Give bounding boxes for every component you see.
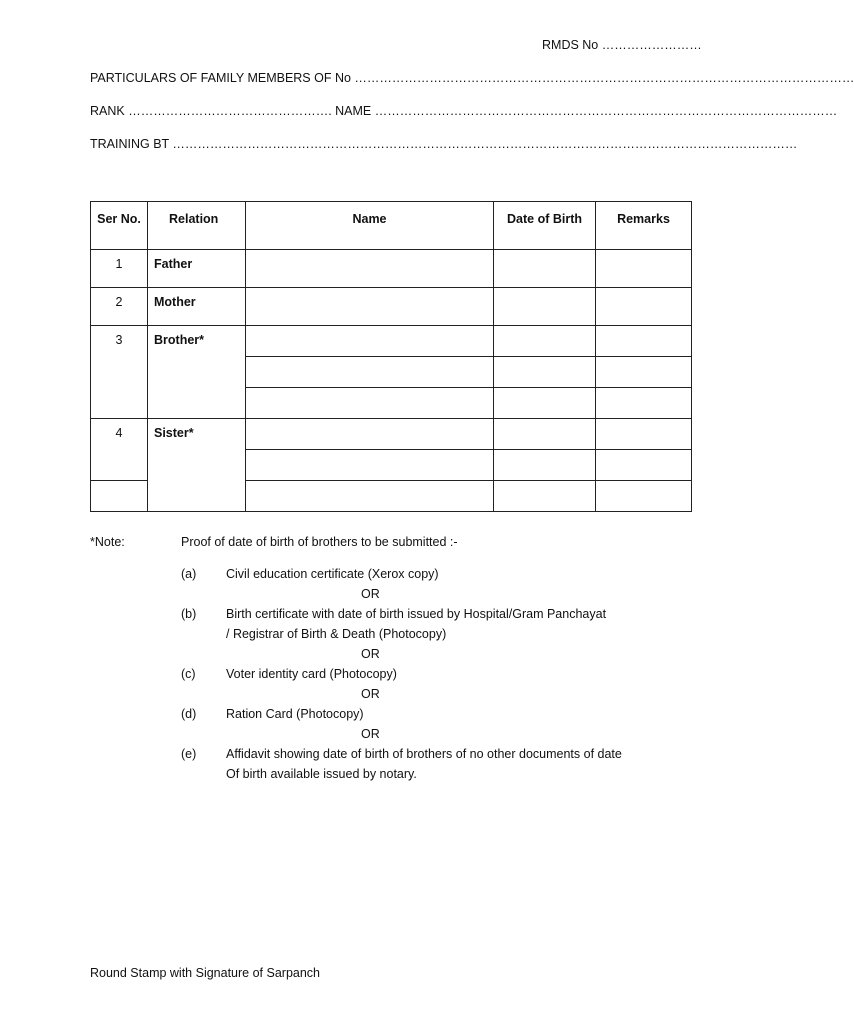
or-separator: OR <box>361 727 380 741</box>
remarks-cell[interactable] <box>596 288 692 326</box>
name-cell[interactable] <box>246 357 494 388</box>
header-remarks: Remarks <box>596 202 692 250</box>
name-cell[interactable] <box>246 326 494 357</box>
item-text: Birth certificate with date of birth issued by Hospital/Gram Panchayat <box>226 607 607 621</box>
dob-cell[interactable] <box>494 481 596 512</box>
particulars-line: PARTICULARS OF FAMILY MEMBERS OF No ………………………………………………………………………………………………………… <box>90 71 854 85</box>
name-cell[interactable] <box>246 388 494 419</box>
name-cell[interactable] <box>246 288 494 326</box>
item-letter: (d) <box>181 707 197 721</box>
header-ser-no: Ser No. <box>91 202 148 250</box>
ser-cell: 4 <box>91 419 148 481</box>
item-text: Ration Card (Photocopy) <box>226 707 364 721</box>
table-header-row <box>91 202 692 250</box>
header-relation: Relation <box>148 202 246 250</box>
remarks-cell[interactable] <box>596 450 692 481</box>
item-letter: (e) <box>181 747 197 761</box>
item-letter: (c) <box>181 667 196 681</box>
item-text: Voter identity card (Photocopy) <box>226 667 397 681</box>
remarks-cell[interactable] <box>596 326 692 357</box>
ser-cell-empty <box>91 481 148 512</box>
name-cell[interactable] <box>246 419 494 450</box>
or-separator: OR <box>361 687 380 701</box>
table-row <box>91 419 692 450</box>
signature-footer: Round Stamp with Signature of Sarpanch <box>90 966 320 980</box>
family-members-table <box>90 201 692 512</box>
table-row <box>91 288 692 326</box>
relation-cell: Father <box>148 250 246 288</box>
table-row <box>91 250 692 288</box>
remarks-cell[interactable] <box>596 481 692 512</box>
item-text-continued: / Registrar of Birth & Death (Photocopy) <box>226 627 447 641</box>
name-cell[interactable] <box>246 481 494 512</box>
dob-cell[interactable] <box>494 388 596 419</box>
training-line: TRAINING BT …………………………………………………………………………………………………………………………………… <box>90 137 798 151</box>
header-date-of-birth: Date of Birth <box>494 202 596 250</box>
name-cell[interactable] <box>246 450 494 481</box>
item-text: Civil education certificate (Xerox copy) <box>226 567 439 581</box>
note-label: *Note: <box>90 535 125 549</box>
header-name: Name <box>246 202 494 250</box>
ser-cell: 1 <box>91 250 148 288</box>
ser-cell: 2 <box>91 288 148 326</box>
dob-cell[interactable] <box>494 288 596 326</box>
dob-cell[interactable] <box>494 250 596 288</box>
remarks-cell[interactable] <box>596 357 692 388</box>
rmds-number-line: RMDS No …………………… <box>542 38 702 52</box>
item-text: Affidavit showing date of birth of brothers of no other documents of date <box>226 747 622 761</box>
dob-cell[interactable] <box>494 326 596 357</box>
remarks-cell[interactable] <box>596 388 692 419</box>
name-cell[interactable] <box>246 250 494 288</box>
remarks-cell[interactable] <box>596 419 692 450</box>
note-intro: Proof of date of birth of brothers to be submitted :- <box>181 535 458 549</box>
relation-cell: Mother <box>148 288 246 326</box>
rank-name-line: RANK …………………………………………. NAME ………………………………………………………………………………………………… <box>90 104 838 118</box>
dob-cell[interactable] <box>494 357 596 388</box>
item-letter: (a) <box>181 567 197 581</box>
or-separator: OR <box>361 587 380 601</box>
dob-cell[interactable] <box>494 419 596 450</box>
item-text-continued: Of birth available issued by notary. <box>226 767 417 781</box>
or-separator: OR <box>361 647 380 661</box>
relation-cell: Sister* <box>148 419 246 512</box>
relation-cell: Brother* <box>148 326 246 419</box>
item-letter: (b) <box>181 607 197 621</box>
ser-cell: 3 <box>91 326 148 419</box>
remarks-cell[interactable] <box>596 250 692 288</box>
table-row <box>91 326 692 357</box>
dob-cell[interactable] <box>494 450 596 481</box>
